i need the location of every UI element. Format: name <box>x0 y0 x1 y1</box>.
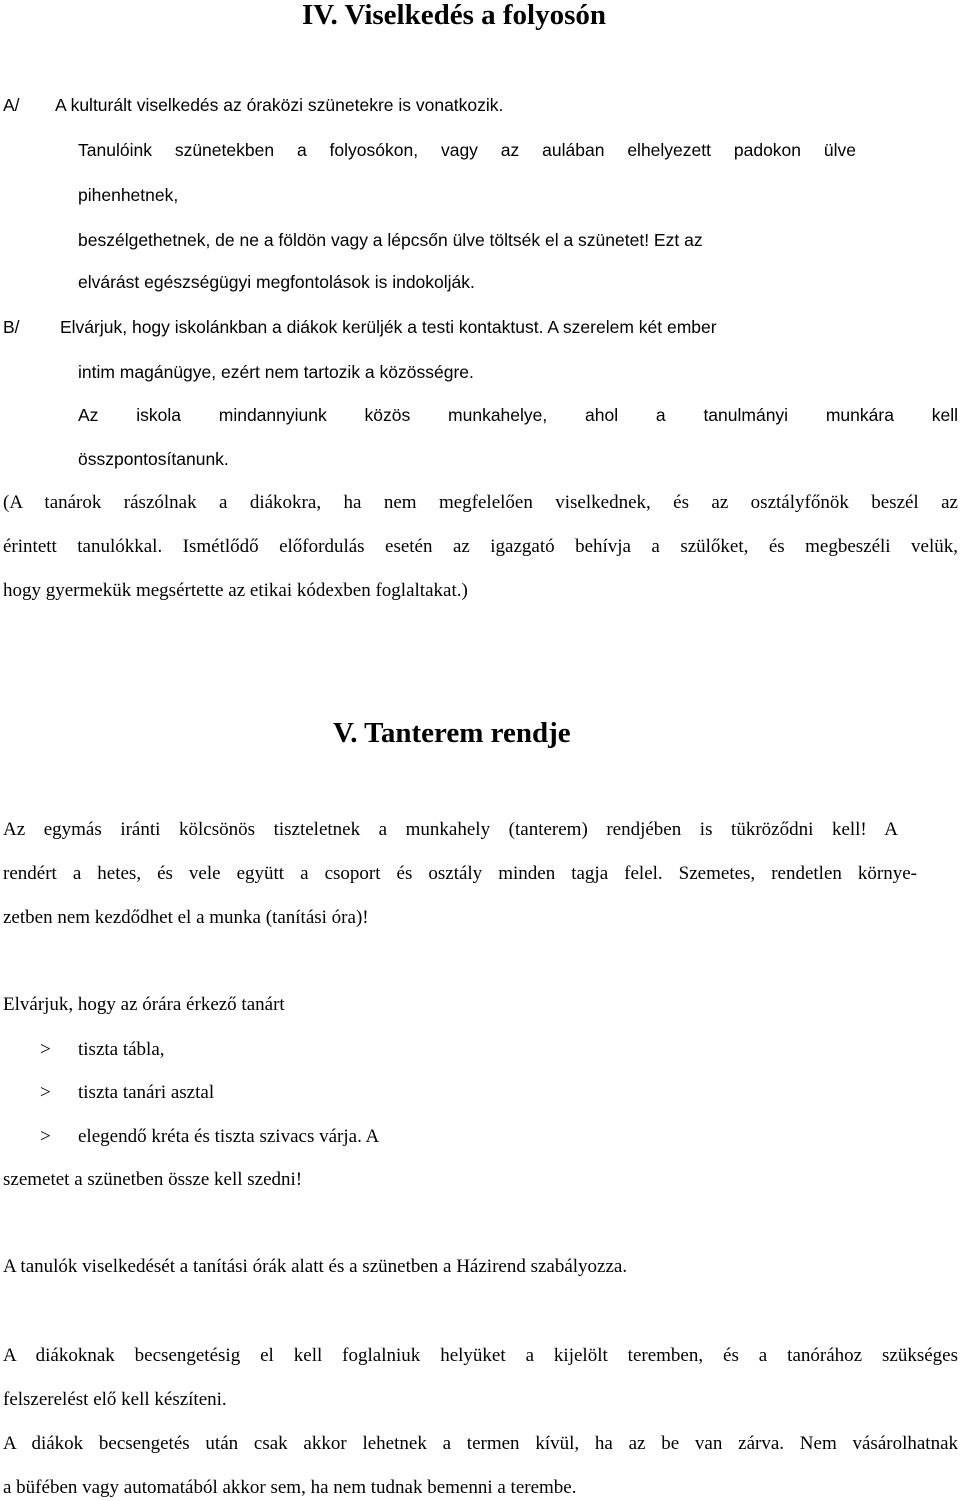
bullet-marker: > <box>40 1039 51 1060</box>
item-b-label: B/ <box>3 317 20 337</box>
paren-line-1: (A tanárok rászólnak a diákokra, ha nem megfelelően viselkednek, és az osztályfőnök beszél az <box>3 492 958 513</box>
item-a-line-1: A kulturált viselkedés az óraközi szünetekre is vonatkozik. <box>55 95 504 115</box>
p1-line-3: zetben nem kezdődhet el a munka (tanítási óra)! <box>3 907 369 928</box>
item-b-line-4: összpontosítanunk. <box>78 449 229 469</box>
places-line-2: felszerelést elő kell készíteni. <box>3 1389 227 1410</box>
bullet-item: tiszta tanári asztal <box>78 1082 215 1103</box>
behavior-paragraph: A tanulók viselkedését a tanítási órák alatt és a szünetben a Házirend szabályozza. <box>3 1256 628 1277</box>
after-bullets: szemetet a szünetben össze kell szedni! <box>3 1169 303 1190</box>
item-a-line-3: pihenhetnek, <box>78 185 179 205</box>
places-line-1: A diákoknak becsengetésig el kell foglalniuk helyüket a kijelölt teremben, és a tanórához szükséges <box>3 1345 958 1366</box>
item-b-line-3: Az iskola mindannyiunk közös munkahelye, ahol a tanulmányi munkára kell <box>78 405 958 425</box>
paren-line-3: hogy gyermekük megsértette az etikai kódexben foglaltakat.) <box>3 580 468 601</box>
item-a-line-2: Tanulóink szünetekben a folyosókon, vagy az aulában elhelyezett padokon ülve <box>78 140 856 160</box>
bullet-item: tiszta tábla, <box>78 1039 165 1060</box>
p1-line-2: rendért a hetes, és vele együtt a csoport és osztály minden tagja felel. Szemetes, rendetlen környe- <box>3 863 917 884</box>
bell-line-2: a büfében vagy automatából akkor sem, ha nem tudnak bemenni a terembe. <box>3 1477 577 1498</box>
p1-line-1: Az egymás iránti kölcsönös tiszteletnek a munkahely (tanterem) rendjében is tükröződni kell! A <box>3 819 898 840</box>
bullet-marker: > <box>40 1126 51 1147</box>
item-b-line-1: Elvárjuk, hogy iskolánkban a diákok kerüljék a testi kontaktust. A szerelem két ember <box>60 317 717 337</box>
section-5-title: V. Tanterem rendje <box>333 717 571 749</box>
bullet-marker: > <box>40 1082 51 1103</box>
paren-line-2: érintett tanulókkal. Ismétlődő előfordulás esetén az igazgató behívja a szülőket, és megbeszéli velük, <box>3 536 958 557</box>
expect-intro: Elvárjuk, hogy az órára érkező tanárt <box>3 994 285 1015</box>
section-4-title: IV. Viselkedés a folyosón <box>302 0 607 31</box>
item-a-line-5: elvárást egészségügyi megfontolások is indokolják. <box>78 272 475 292</box>
item-a-line-4: beszélgethetnek, de ne a földön vagy a lépcsőn ülve töltsék el a szünetet! Ezt az <box>78 230 703 250</box>
bullet-item: elegendő kréta és tiszta szivacs várja. A <box>78 1126 380 1147</box>
bell-line-1: A diákok becsengetés után csak akkor lehetnek a termen kívül, ha az be van zárva. Nem vásárolhatnak <box>3 1433 958 1454</box>
item-b-line-2: intim magánügye, ezért nem tartozik a közösségre. <box>78 362 474 382</box>
item-a-label: A/ <box>3 95 20 115</box>
